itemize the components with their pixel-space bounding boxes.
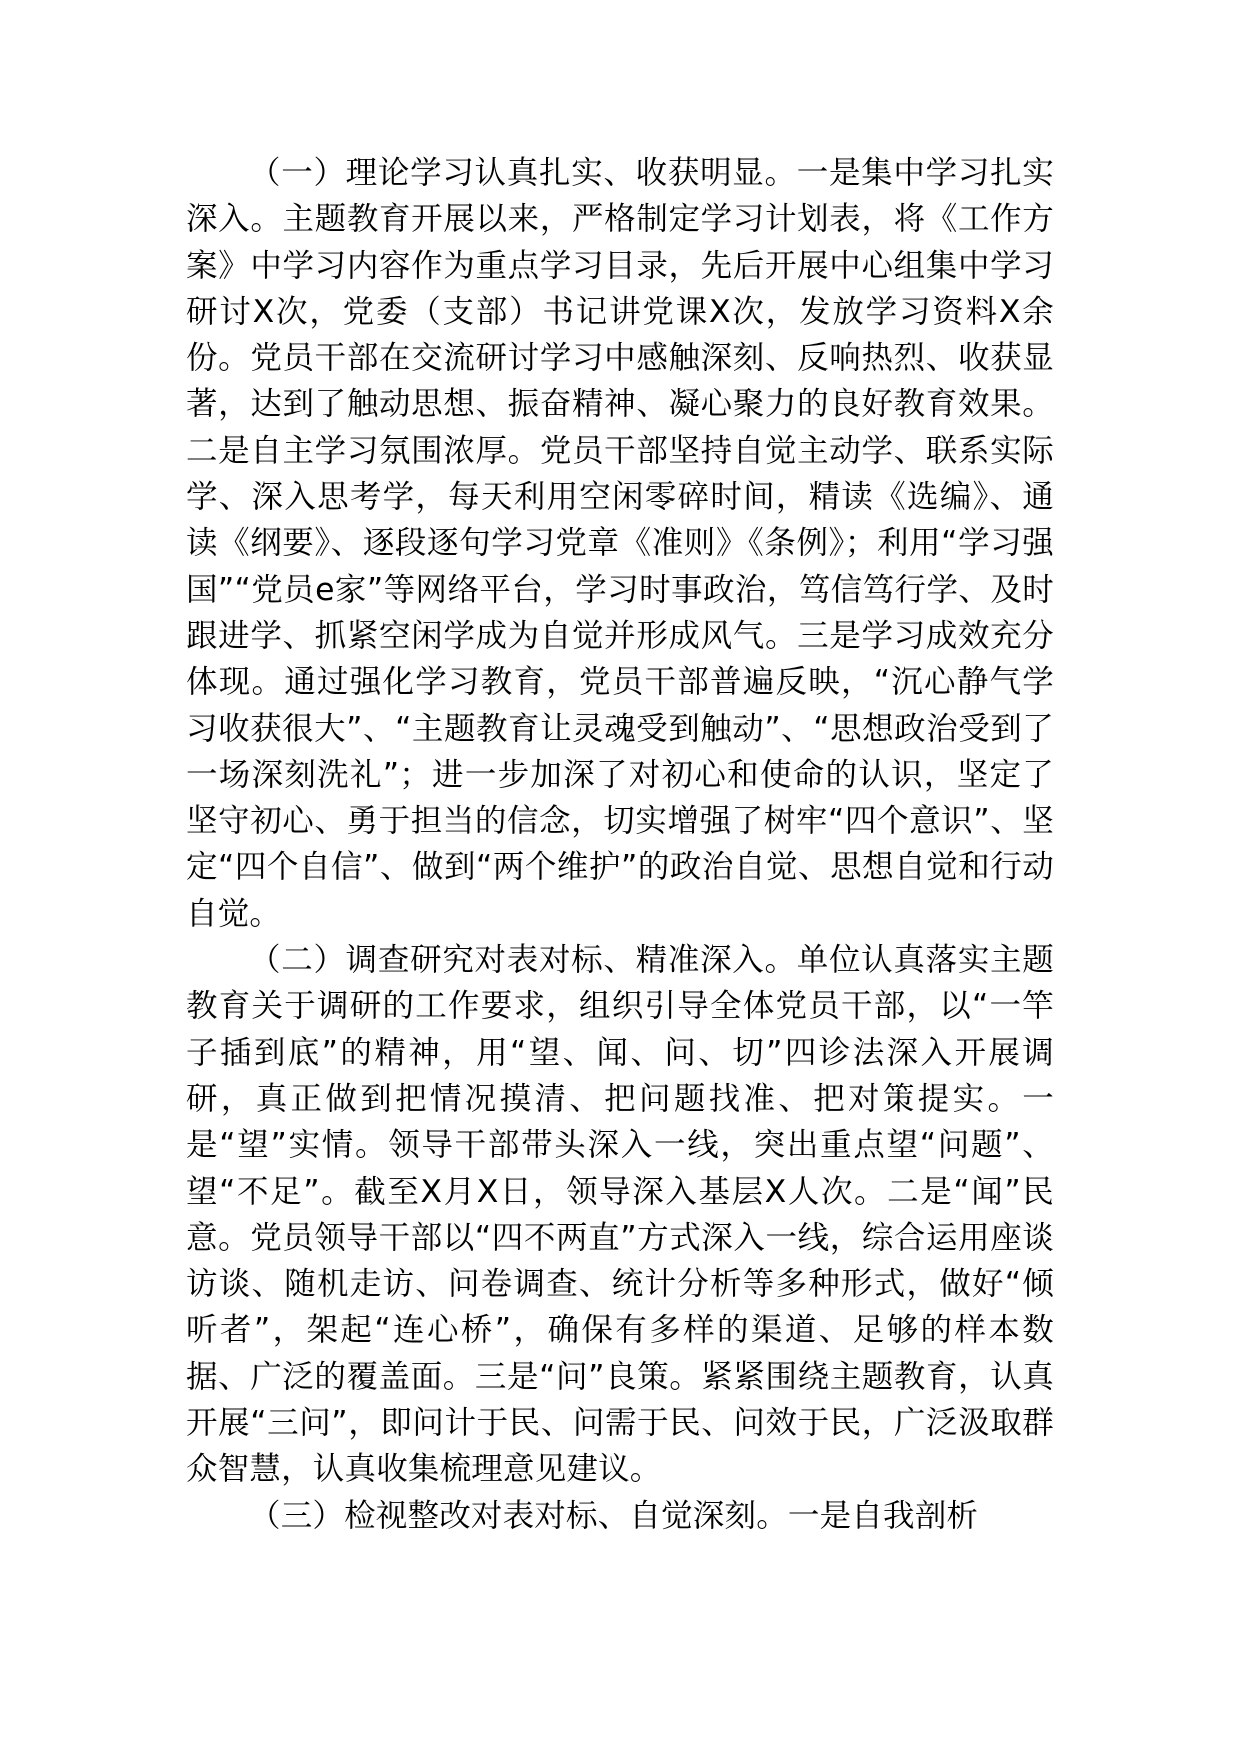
paragraph-research: （二）调查研究对表对标、精准深入。单位认真落实主题教育关于调研的工作要求，组织引导全体党员干部，以“一竿子插到底”的精神，用“望、闻、问、切”四诊法深入开展调研，真正做到把情况摸清、把问题找准、把对策提实。一是“望”实情。领导干部带头深入一线，突出重点望“问题”、望“不足”。截至X月X日，领导深入基层X人次。二是“闻”民意。党员领导干部以“四不两直”方式深入一线，综合运用座谈访谈、随机走访、问卷调查、统计分析等多种形式，做好“倾听者”，架起“连心桥”，确保有多样的渠道、足够的样本数据、广泛的覆盖面。三是“问”良策。紧紧围绕主题教育，认真开展“三问”，即问计于民、问需于民、问效于民，广泛汲取群众智慧，认真收集梳理意见建议。 [186,942,1054,1488]
paragraph-theory-study: （一）理论学习认真扎实、收获明显。一是集中学习扎实深入。主题教育开展以来，严格制定学习计划表，将《工作方案》中学习内容作为重点学习目录，先后开展中心组集中学习研讨X次，党委（支部）书记讲党课X次，发放学习资料X余份。党员干部在交流研讨学习中感触深刻、反响热烈、收获显著，达到了触动思想、振奋精神、凝心聚力的良好教育效果。二是自主学习氛围浓厚。党员干部坚持自觉主动学、联系实际学、深入思考学，每天利用空闲零碎时间，精读《选编》、通读《纲要》、逐段逐句学习党章《准则》《条例》；利用“学习强国”“党员e家”等网络平台，学习时事政治，笃信笃行学、及时跟进学、抓紧空闲学成为自觉并形成风气。三是学习成效充分体现。通过强化学习教育，党员干部普遍反映，“沉心静气学习收获很大”、“主题教育让灵魂受到触动”、“思想政治受到了一场深刻洗礼”；进一步加深了对初心和使命的认识，坚定了坚守初心、勇于担当的信念，切实增强了树牢“四个意识”、坚定“四个自信”、做到“两个维护”的政治自觉、思想自觉和行动自觉。 [186,155,1054,932]
document-page [186,150,1054,1539]
paragraph-review-rectification: （三）检视整改对表对标、自觉深刻。一是自我剖析 [249,1497,979,1534]
